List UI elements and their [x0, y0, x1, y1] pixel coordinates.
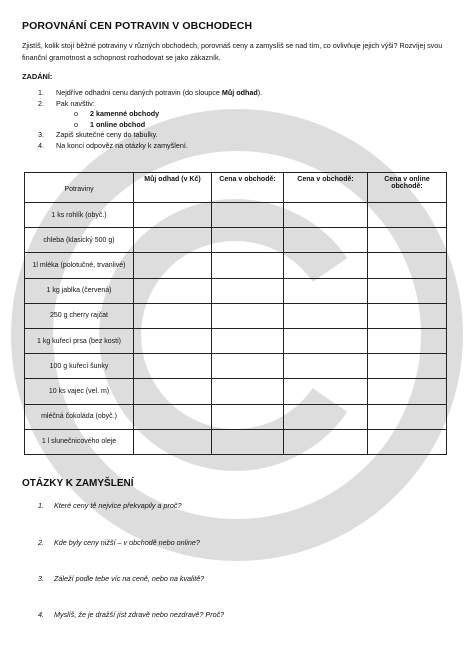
store-2-cell[interactable] — [284, 379, 368, 404]
question-2: 2. Kde byly ceny nižší – v obchodě nebo online? — [38, 538, 200, 547]
online-cell[interactable] — [368, 278, 447, 303]
food-label: 1 ks rohlík (obyč.) — [25, 203, 134, 228]
table-row — [25, 203, 447, 228]
online-cell[interactable] — [368, 328, 447, 353]
food-label: 1 l slunečnicového oleje — [25, 429, 134, 454]
estimate-cell[interactable] — [134, 303, 212, 328]
food-label: 1l mléka (polotučné, trvanlivé) — [25, 253, 134, 278]
step-2-sub-1: o 2 kamenné obchody — [74, 109, 160, 118]
estimate-cell[interactable] — [134, 429, 212, 454]
step-3: 3. Zapiš skutečné ceny do tabulky. — [38, 130, 158, 139]
table-row — [25, 253, 447, 278]
store-1-cell[interactable] — [212, 253, 284, 278]
online-cell[interactable] — [368, 303, 447, 328]
estimate-cell[interactable] — [134, 203, 212, 228]
food-label: 1 kg jablka (červená) — [25, 278, 134, 303]
table-row — [25, 429, 447, 454]
store-2-cell[interactable] — [284, 404, 368, 429]
online-cell[interactable] — [368, 404, 447, 429]
store-1-cell[interactable] — [212, 228, 284, 253]
header-store-2: Cena v obchodě: — [284, 173, 368, 203]
online-cell[interactable] — [368, 253, 447, 278]
step-2: 2. Pak navštiv: — [38, 98, 95, 108]
table-row — [25, 278, 447, 303]
store-2-cell[interactable] — [284, 354, 368, 379]
table-row — [25, 303, 447, 328]
table-row — [25, 328, 447, 353]
table-header-row — [25, 173, 447, 203]
estimate-cell[interactable] — [134, 328, 212, 353]
step-2-sub-2: o 1 online obchod — [74, 119, 146, 129]
estimate-cell[interactable] — [134, 278, 212, 303]
store-1-cell[interactable] — [212, 354, 284, 379]
store-1-cell[interactable] — [212, 379, 284, 404]
questions-heading: OTÁZKY K ZAMYŠLENÍ — [22, 478, 134, 489]
food-label: 100 g kuřecí šunky — [25, 354, 134, 379]
header-store-1: Cena v obchodě: — [212, 173, 284, 203]
food-label: 250 g cherry rajčat — [25, 303, 134, 328]
estimate-cell[interactable] — [134, 354, 212, 379]
online-cell[interactable] — [368, 203, 447, 228]
store-1-cell[interactable] — [212, 203, 284, 228]
store-2-cell[interactable] — [284, 303, 368, 328]
header-foods: Potraviny — [25, 173, 134, 203]
estimate-cell[interactable] — [134, 253, 212, 278]
assignment-heading: ZADÁNÍ: — [22, 72, 53, 81]
online-cell[interactable] — [368, 228, 447, 253]
food-label: 1 kg kuřecí prsa (bez kosti) — [25, 328, 134, 353]
header-my-estimate: Můj odhad (v Kč) — [134, 173, 212, 203]
price-comparison-table — [24, 172, 447, 455]
estimate-cell[interactable] — [134, 228, 212, 253]
estimate-cell[interactable] — [134, 404, 212, 429]
store-2-cell[interactable] — [284, 278, 368, 303]
table-row — [25, 354, 447, 379]
food-label: mléčná čokoláda (obyč.) — [25, 404, 134, 429]
online-cell[interactable] — [368, 429, 447, 454]
store-2-cell[interactable] — [284, 429, 368, 454]
assignment-steps — [22, 88, 262, 151]
question-3: 3. Záleží podle tebe víc na ceně, nebo na kvalitě? — [38, 574, 205, 583]
step-1: 1. Nejdříve odhadni cenu daných potravin (do sloupce Můj odhad). — [38, 88, 263, 97]
store-1-cell[interactable] — [212, 328, 284, 353]
store-1-cell[interactable] — [212, 278, 284, 303]
page-title: POROVNÁNÍ CEN POTRAVIN V OBCHODECH — [22, 20, 253, 32]
store-2-cell[interactable] — [284, 203, 368, 228]
store-2-cell[interactable] — [284, 253, 368, 278]
step-4: 4. Na konci odpověz na otázky k zamyšlení. — [38, 140, 188, 150]
store-1-cell[interactable] — [212, 404, 284, 429]
online-cell[interactable] — [368, 379, 447, 404]
store-2-cell[interactable] — [284, 228, 368, 253]
food-label: chleba (klasický 500 g) — [25, 228, 134, 253]
store-2-cell[interactable] — [284, 328, 368, 353]
question-1: 1. Které ceny tě nejvíce překvapily a proč? — [38, 501, 182, 510]
store-1-cell[interactable] — [212, 303, 284, 328]
store-1-cell[interactable] — [212, 429, 284, 454]
header-online-store: Cena v online obchodě: — [368, 173, 447, 203]
intro-paragraph: Zjistíš, kolik stojí běžné potraviny v různých obchodech, porovnáš ceny a zamyslíš se nad tím, co ovlivňuje jejich výši? Rozvíjej svou finanční gramotnost a schopnost rozhodovat se jako zákazník. — [22, 41, 443, 62]
table-row — [25, 404, 447, 429]
estimate-cell[interactable] — [134, 379, 212, 404]
online-cell[interactable] — [368, 354, 447, 379]
table-row — [25, 379, 447, 404]
food-label: 10 ks vajec (vel. m) — [25, 379, 134, 404]
table-row — [25, 228, 447, 253]
question-4: 4. Myslíš, že je dražší jíst zdravě nebo nezdravě? Proč? — [38, 610, 225, 619]
